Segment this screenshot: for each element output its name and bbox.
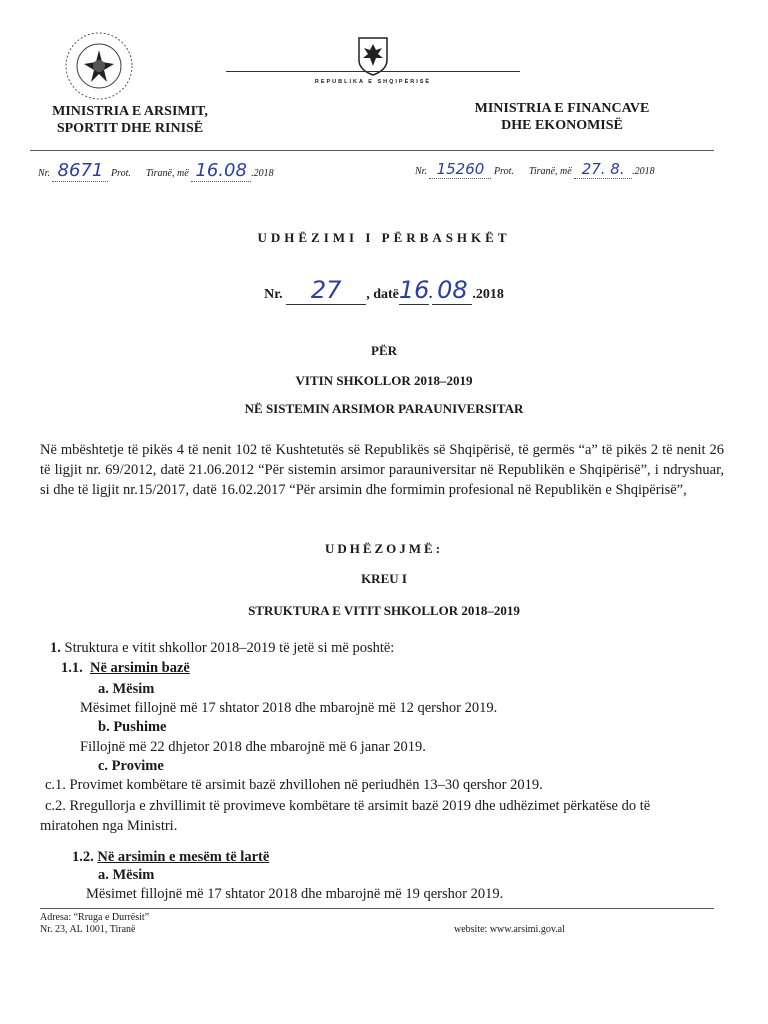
ref-left-nr-label: Nr. — [38, 168, 50, 179]
doc-date-day: 16 — [398, 276, 430, 304]
reference-rule — [30, 150, 714, 151]
s11-a-text: Mësimet fillojnë më 17 shtator 2018 dhe mbarojnë më 12 qershor 2019. — [80, 700, 498, 716]
ministry-left-line1: MINISTRIA E ARSIMIT, — [52, 104, 208, 119]
s11-c-heading: c. Provime — [98, 758, 164, 774]
ministry-right — [456, 100, 668, 134]
chapter-title: STRUKTURA E VITIT SHKOLLOR 2018–2019 — [248, 603, 520, 618]
instruct-heading: UDHËZOJMË: — [324, 541, 444, 556]
document-number-line: Nr. 27 , datë16. 08 .2018 — [264, 276, 504, 304]
section-1-2-num: 1.2. — [72, 849, 94, 865]
doc-nr-value: 27 — [286, 276, 366, 305]
doc-date-year: .2018 — [472, 287, 504, 302]
letterhead-rule — [226, 71, 520, 72]
ref-left-prot: Prot. — [110, 168, 131, 179]
preamble-paragraph: Në mbështetje të pikës 4 të nenit 102 të Kushtetutës së Republikës së Shqipërisë, të germës “a” të pikës 2 të nenit 26 të ligjit nr. 69/2012, datë 21.06.2012 “Për sistemin arsimor parauniversitar në Republikën e Shqipërisë”, i ndryshuar, si dhe të ligjit nr.15/2017, datë 16.02.2017 “Për arsimin dhe formimin profesional në Republikën e Shqipërisë”, — [40, 442, 724, 498]
footer-address-line2: Nr. 23, AL 1001, Tiranë — [40, 924, 136, 935]
albania-emblem-icon — [356, 36, 390, 76]
ref-left-place: Tiranë, më — [145, 168, 189, 179]
document-title: UDHËZIMI I PËRBASHKËT — [257, 230, 511, 245]
footer-address — [40, 912, 149, 936]
reference-left — [38, 160, 274, 182]
ministry-right-line1: MINISTRIA E FINANCAVE — [474, 101, 650, 116]
subject-line3: NË SISTEMIN ARSIMOR PARAUNIVERSITAR — [244, 401, 524, 416]
subject-line1: PËR — [371, 343, 397, 358]
subject-line2: VITIN SHKOLLOR 2018–2019 — [295, 373, 473, 388]
ref-right-year: .2018 — [632, 166, 655, 177]
footer-website: website: www.arsimi.gov.al — [454, 924, 565, 935]
section-1-1-title: Në arsimin bazë — [90, 660, 190, 676]
s12-a-heading: a. Mësim — [98, 867, 155, 883]
ministry-seal-icon — [58, 28, 140, 104]
s11-a-heading: a. Mësim — [98, 681, 155, 697]
footer-rule — [40, 908, 714, 909]
s11-c2-line1: c.2. Rregullorja e zhvillimit të provimeve kombëtare të arsimit bazë 2019 dhe udhëzimet përkatëse do të — [45, 798, 651, 814]
section-1-2 — [72, 847, 269, 867]
ministry-left-line2: SPORTIT DHE RINISË — [56, 121, 204, 136]
ref-left-date: 16.08 — [191, 160, 251, 182]
s11-b-text: Fillojnë më 22 dhjetor 2018 dhe mbarojnë më 6 janar 2019. — [80, 739, 426, 755]
ministry-left — [30, 103, 230, 137]
ref-right-place: Tiranë, më — [528, 166, 572, 177]
ref-right-prot: Prot. — [493, 166, 514, 177]
ministry-right-line2: DHE EKONOMISË — [501, 118, 623, 133]
ref-left-nr-value: 8671 — [52, 160, 108, 182]
point-1-text: Struktura e vitit shkollor 2018–2019 të jetë si më poshtë: — [64, 640, 395, 656]
doc-date-label: , datë — [366, 287, 399, 302]
s11-b-heading: b. Pushime — [98, 719, 167, 735]
chapter-heading: KREU I — [361, 571, 407, 586]
doc-date-month: 08 — [432, 276, 472, 305]
s11-c2-line2: miratohen nga Ministri. — [40, 818, 178, 834]
section-1-1 — [61, 658, 190, 678]
ref-right-date: 27. 8. — [574, 160, 632, 179]
footer-address-line1: Adresa: “Rruga e Durrësit” — [40, 912, 150, 923]
ref-right-nr-value: 15260 — [429, 160, 491, 179]
doc-nr-label: Nr. — [264, 287, 283, 302]
republic-label: REPUBLIKA E SHQIPËRISË — [314, 79, 432, 85]
s11-c1-text: c.1. Provimet kombëtare të arsimit bazë zhvillohen në periudhën 13–30 qershor 2019. — [45, 777, 543, 793]
section-1-1-num: 1.1. — [61, 660, 83, 676]
point-1 — [50, 638, 394, 658]
point-1-num: 1. — [50, 640, 61, 656]
reference-right — [415, 160, 655, 179]
ref-right-nr-label: Nr. — [415, 166, 427, 177]
s12-a-text: Mësimet fillojnë më 17 shtator 2018 dhe mbarojnë më 19 qershor 2019. — [86, 886, 504, 902]
section-1-2-title: Në arsimin e mesëm të lartë — [97, 849, 270, 865]
ref-left-year: .2018 — [251, 168, 274, 179]
